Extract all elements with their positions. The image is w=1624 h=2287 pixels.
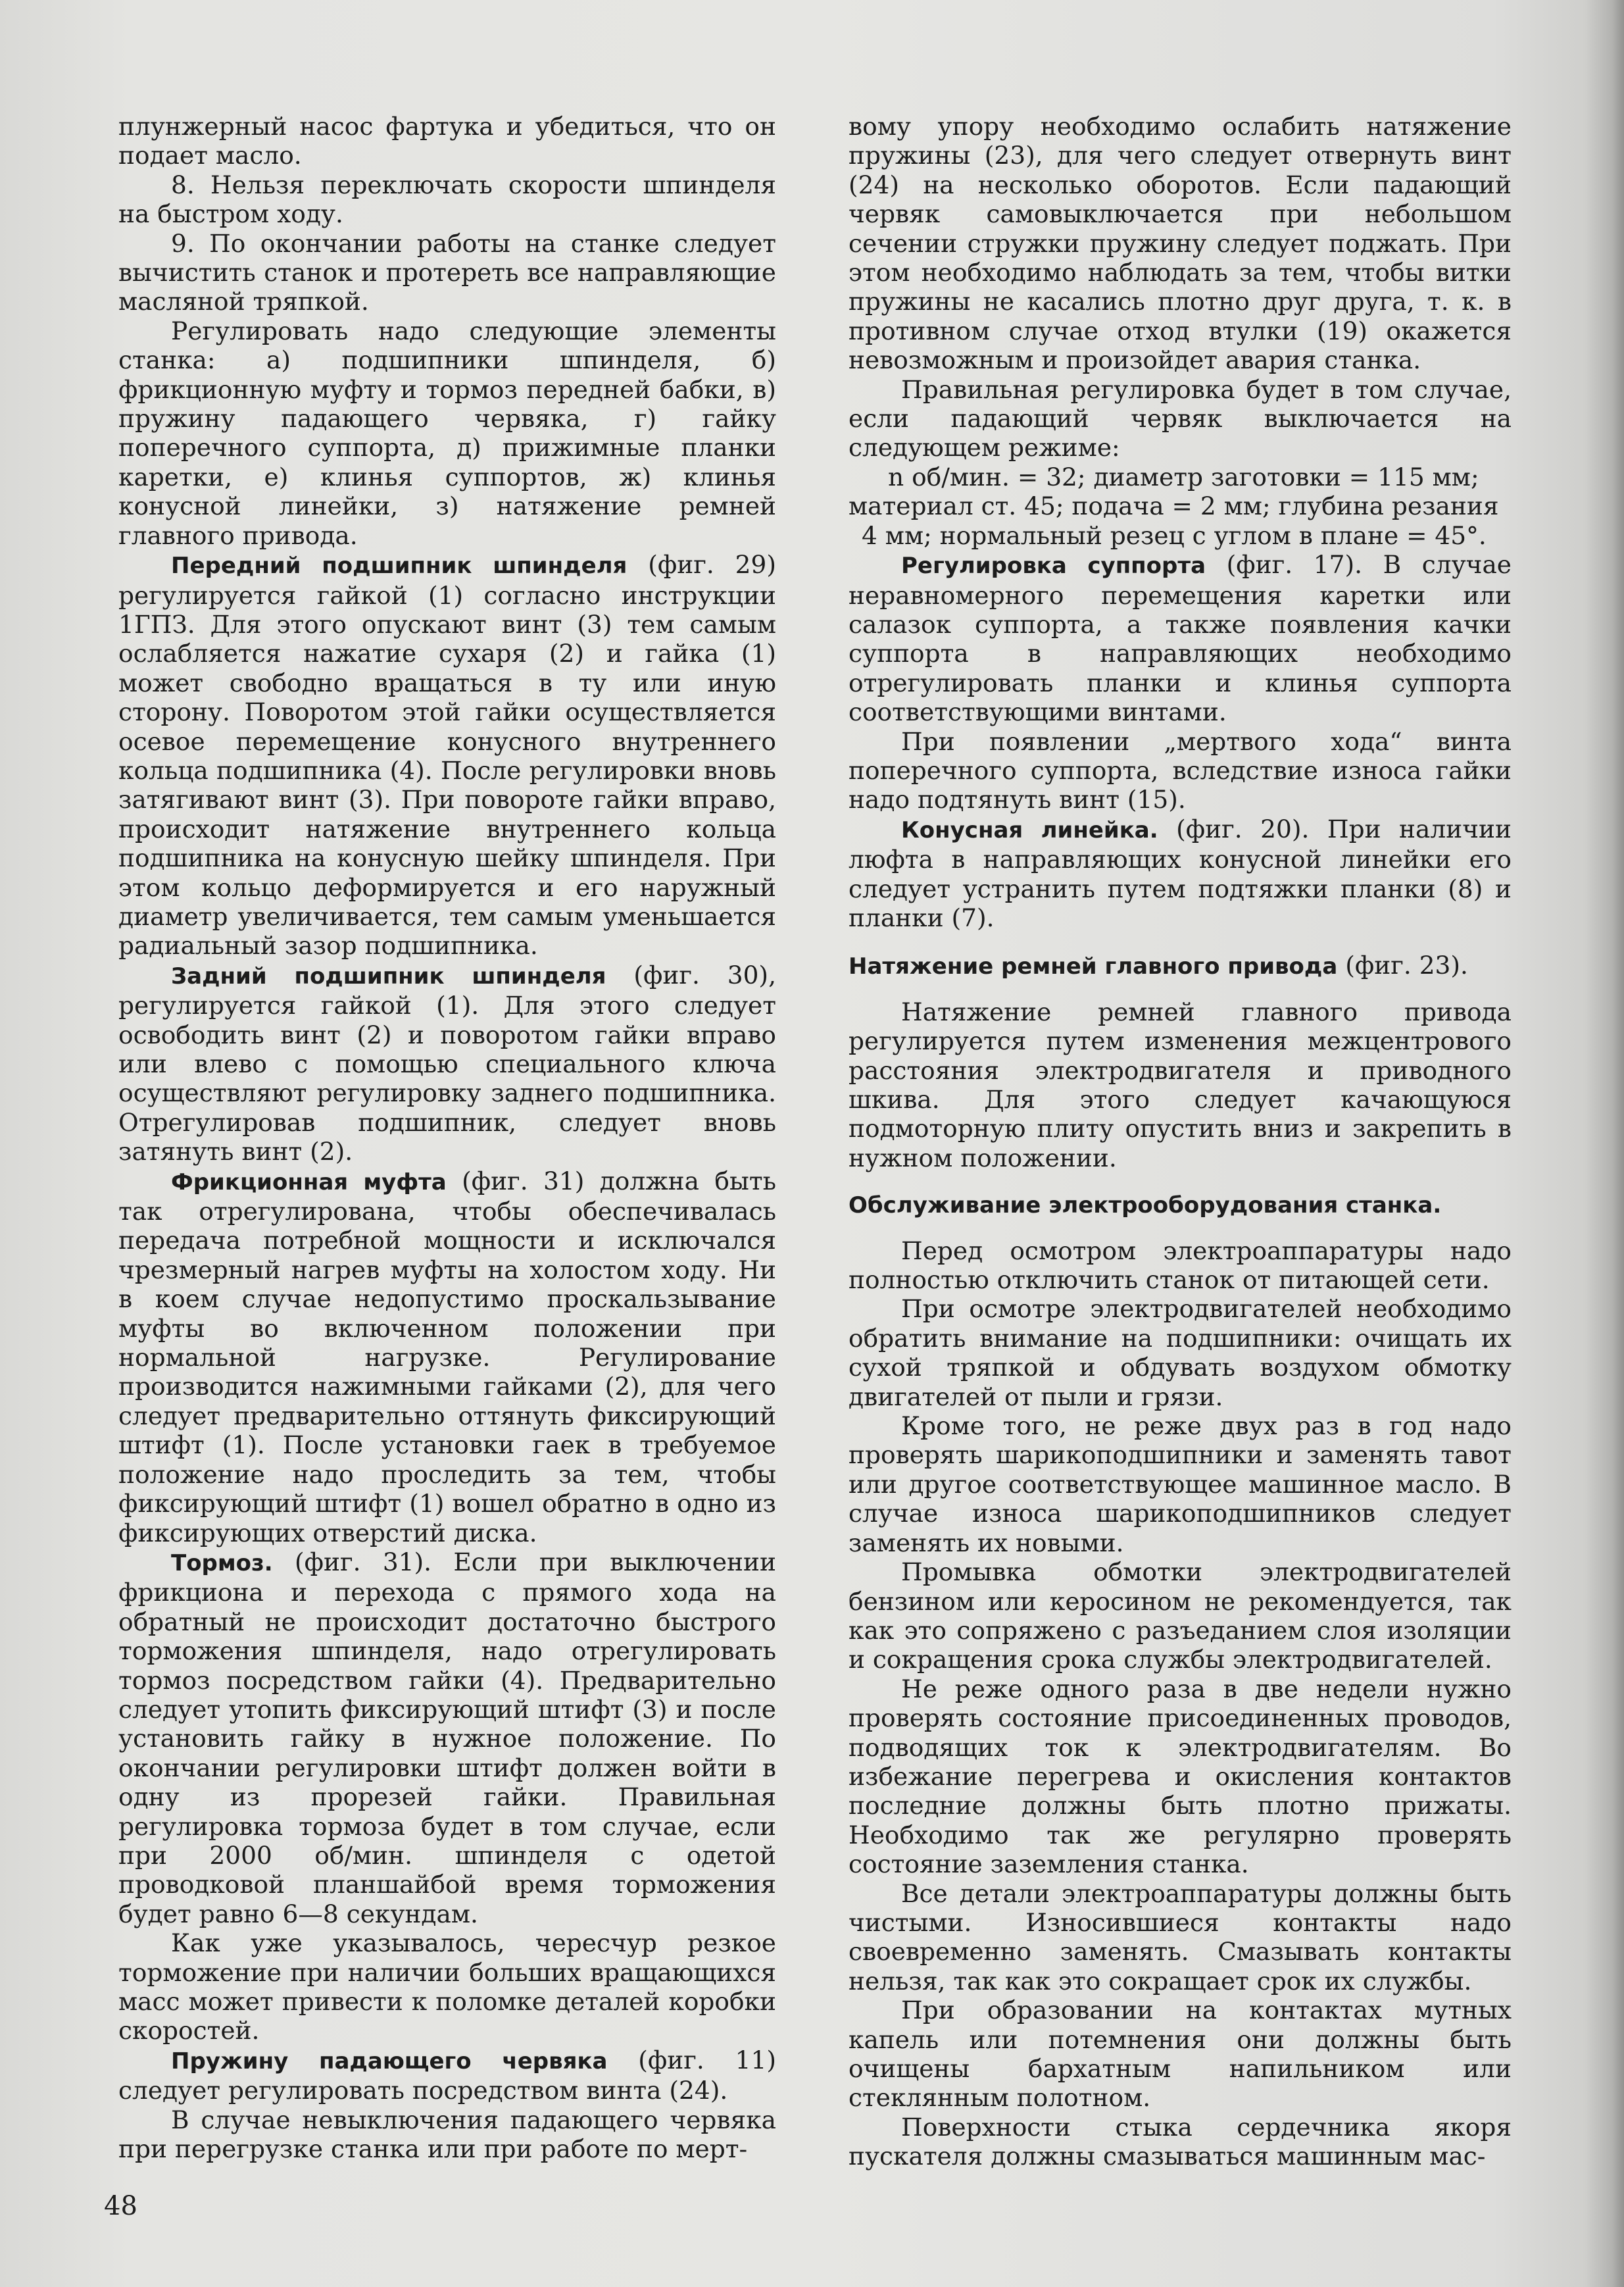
subheading: Передний подшипник шпинделя: [171, 553, 627, 580]
subheading: Тормоз.: [171, 1549, 273, 1576]
cutting-mode-line: 4 мм; нормальный резец с углом в плане = 45°.: [862, 520, 1487, 550]
paragraph: Все детали электроаппаратуры должны быть чистыми. Износившиеся контакты надо своевременно заменять. Смазывать контакты нельзя, так как это сокращает срок их службы.: [849, 1878, 1512, 1996]
paragraph: Поверхности стыка сердечника якоря пускателя должны смазываться машинным мас-: [849, 2112, 1512, 2171]
right-column: [849, 112, 1512, 2171]
paragraph: 9. По окончании работы на станке следует вычистить станок и протереть все направляющие масляной тряпкой.: [118, 228, 776, 316]
paragraph: При появлении „мертвого хода“ винта поперечного суппорта, вследствие износа гайки надо подтянуть винт (15).: [849, 726, 1512, 815]
paragraph: При осмотре электродвигателей необходимо обратить внимание на подшипники: очищать их сухой тряпкой и обдувать воздухом обмотку двигателей от пыли и грязи.: [849, 1294, 1512, 1411]
paragraph-rear-bearing: Задний подшипник шпинделя (фиг. 30), регулируется гайкой (1). Для этого следует освободить винт (2) и поворотом гайки вправо или влево с помощью специального ключа осуществляют регулировку заднего подшипника. Отрегулировав подшипник, следует вновь затянуть винт (2).: [118, 960, 776, 1167]
paragraph: 8. Нельзя переключать скорости шпинделя на быстром ходу.: [118, 170, 776, 229]
paragraph: Промывка обмотки электродвигателей бензином или керосином не рекомендуется, так как это сопряжено с разъеданием слоя изоляции и сокращения срока службы электродвигателей.: [849, 1557, 1512, 1674]
paragraph-support: Регулировка суппорта (фиг. 17). В случае неравномерного перемещения каретки или салазок суппорта, а также появления качки суппорта в направляющих необходимо отрегулировать планки и клинья суппорта соответствующими винтами.: [849, 550, 1512, 727]
section-heading-belts: Натяжение ремней главного привода (фиг. 23).: [849, 951, 1468, 980]
subheading: Конусная линейка.: [901, 817, 1158, 843]
paragraph: Как уже указывалось, чересчур резкое торможение при наличии больших вращающихся масс может привести к поломке деталей коробки скоростей.: [118, 1928, 776, 2046]
subheading: Задний подшипник шпинделя: [171, 963, 606, 990]
paragraph-brake: Тормоз. (фиг. 31). Если при выключении фрикциона и перехода с прямого хода на обратный не происходит достаточно быстрого торможения шпинделя, надо отрегулировать тормоз посредством гайки (4). Предварительно следует утопить фиксирующий штифт (3) и после установить гайку в нужное положение. По окончании регулировки штифт должен войти в одну из прорезей гайки. Правильная регулировка тормоза будет в том случае, если при 2000 об/мин. шпинделя с одетой проводковой планшайбой время торможения будет равно 6—8 секундам.: [118, 1547, 776, 1928]
paragraph-friction-clutch: Фрикционная муфта (фиг. 31) должна быть так отрегулирована, чтобы обеспечивалась передача потребной мощности и исключался чрезмерный нагрев муфты на холостом ходу. Ни в коем случае недопустимо проскальзывание муфты во включенном положении при нормальной нагрузке. Регулирование производится нажимными гайками (2), для чего следует предварительно оттянуть фиксирующий штифт (1). После установки гаек в требуемое положение надо проследить за тем, чтобы фиксирующий штифт (1) вошел обратно в одно из фиксирующих отверстий диска.: [118, 1166, 776, 1547]
paragraph: Натяжение ремней главного привода регулируется путем изменения межцентрового расстояния электродвигателя и приводного шкива. Для этого следует качающуюся подмоторную плиту опустить вниз и закрепить в нужном положении.: [849, 997, 1512, 1172]
cutting-mode-line: материал ст. 45; подача = 2 мм; глубина резания: [849, 491, 1499, 521]
subheading: Фрикционная муфта: [171, 1169, 447, 1195]
paragraph-front-bearing: Передний подшипник шпинделя (фиг. 29) регулируется гайкой (1) согласно инструкции 1ГПЗ. Для этого опускают винт (3) тем самым ослабляется нажатие сухаря (2) и гайка (1) может свободно вращаться в ту или иную сторону. Поворотом этой гайки осуществляется осевое перемещение конусного внутреннего кольца подшипника (4). После регулировки вновь затягивают винт (3). При повороте гайки вправо, происходит натяжение внутреннего кольца подшипника на конусную шейку шпинделя. При этом кольцо деформируется и его наружный диаметр увеличивается, тем самым уменьшается радиальный зазор подшипника.: [118, 550, 776, 961]
subheading: Регулировка суппорта: [901, 553, 1206, 580]
page-number: 48: [104, 2191, 137, 2221]
paragraph: вому упору необходимо ослабить натяжение пружины (23), для чего следует отвернуть винт (24) на несколько оборотов. Если падающий червяк самовыключается при небольшом сечении стружки пружину следует поджать. При этом необходимо наблюдать за тем, чтобы витки пружины не касались плотно друг друга, т. к. в противном случае отход втулки (19) окажется невозможным и произойдет авария станка.: [849, 112, 1512, 375]
cutting-mode-line: n об/мин. = 32; диаметр заготовки = 115 мм;: [888, 462, 1479, 491]
subheading: Пружину падающего червяка: [171, 2048, 608, 2074]
paragraph-worm-spring: Пружину падающего червяка (фиг. 11) следует регулировать посредством винта (24).: [118, 2045, 776, 2105]
paragraph: В случае невыключения падающего червяка при перегрузке станка или при работе по мерт-: [118, 2105, 776, 2164]
section-heading-electro: Обслуживание электрооборудования станка.: [849, 1192, 1442, 1219]
paragraph: Кроме того, не реже двух раз в год надо проверять шарикоподшипники и заменять тавот или другое соответствующее машинное масло. В случае износа шарикоподшипников следует заменять их новыми.: [849, 1411, 1512, 1557]
paragraph: Правильная регулировка будет в том случае, если падающий червяк выключается на следующем режиме:: [849, 374, 1512, 463]
paragraph: Не реже одного раза в две недели нужно проверять состояние присоединенных проводов, подводящих ток к электродвигателям. Во избежание перегрева и окисления контактов последние должны быть плотно прижаты. Необходимо так же регулярно проверять состояние заземления станка.: [849, 1674, 1512, 1879]
paragraph: При образовании на контактах мутных капель или потемнения они должны быть очищены бархатным напильником или стеклянным полотном.: [849, 1996, 1512, 2113]
paragraph-taper-ruler: Конусная линейка. (фиг. 20). При наличии люфта в направляющих конусной линейки его следует устранить путем подтяжки планки (8) и планки (7).: [849, 814, 1512, 932]
page-edge-shadow: [1585, 0, 1624, 2287]
left-column: [118, 112, 776, 2163]
paragraph: Регулировать надо следующие элементы станка: а) подшипники шпинделя, б) фрикционную муфту и тормоз передней бабки, в) пружину падающего червяка, г) гайку поперечного суппорта, д) прижимные планки каретки, е) клинья суппортов, ж) клинья конусной линейки, з) натяжение ремней главного привода.: [118, 316, 776, 550]
paragraph: плунжерный насос фартука и убедиться, что он подает масло.: [118, 112, 776, 170]
paragraph: Перед осмотром электроаппаратуры надо полностью отключить станок от питающей сети.: [849, 1236, 1512, 1295]
